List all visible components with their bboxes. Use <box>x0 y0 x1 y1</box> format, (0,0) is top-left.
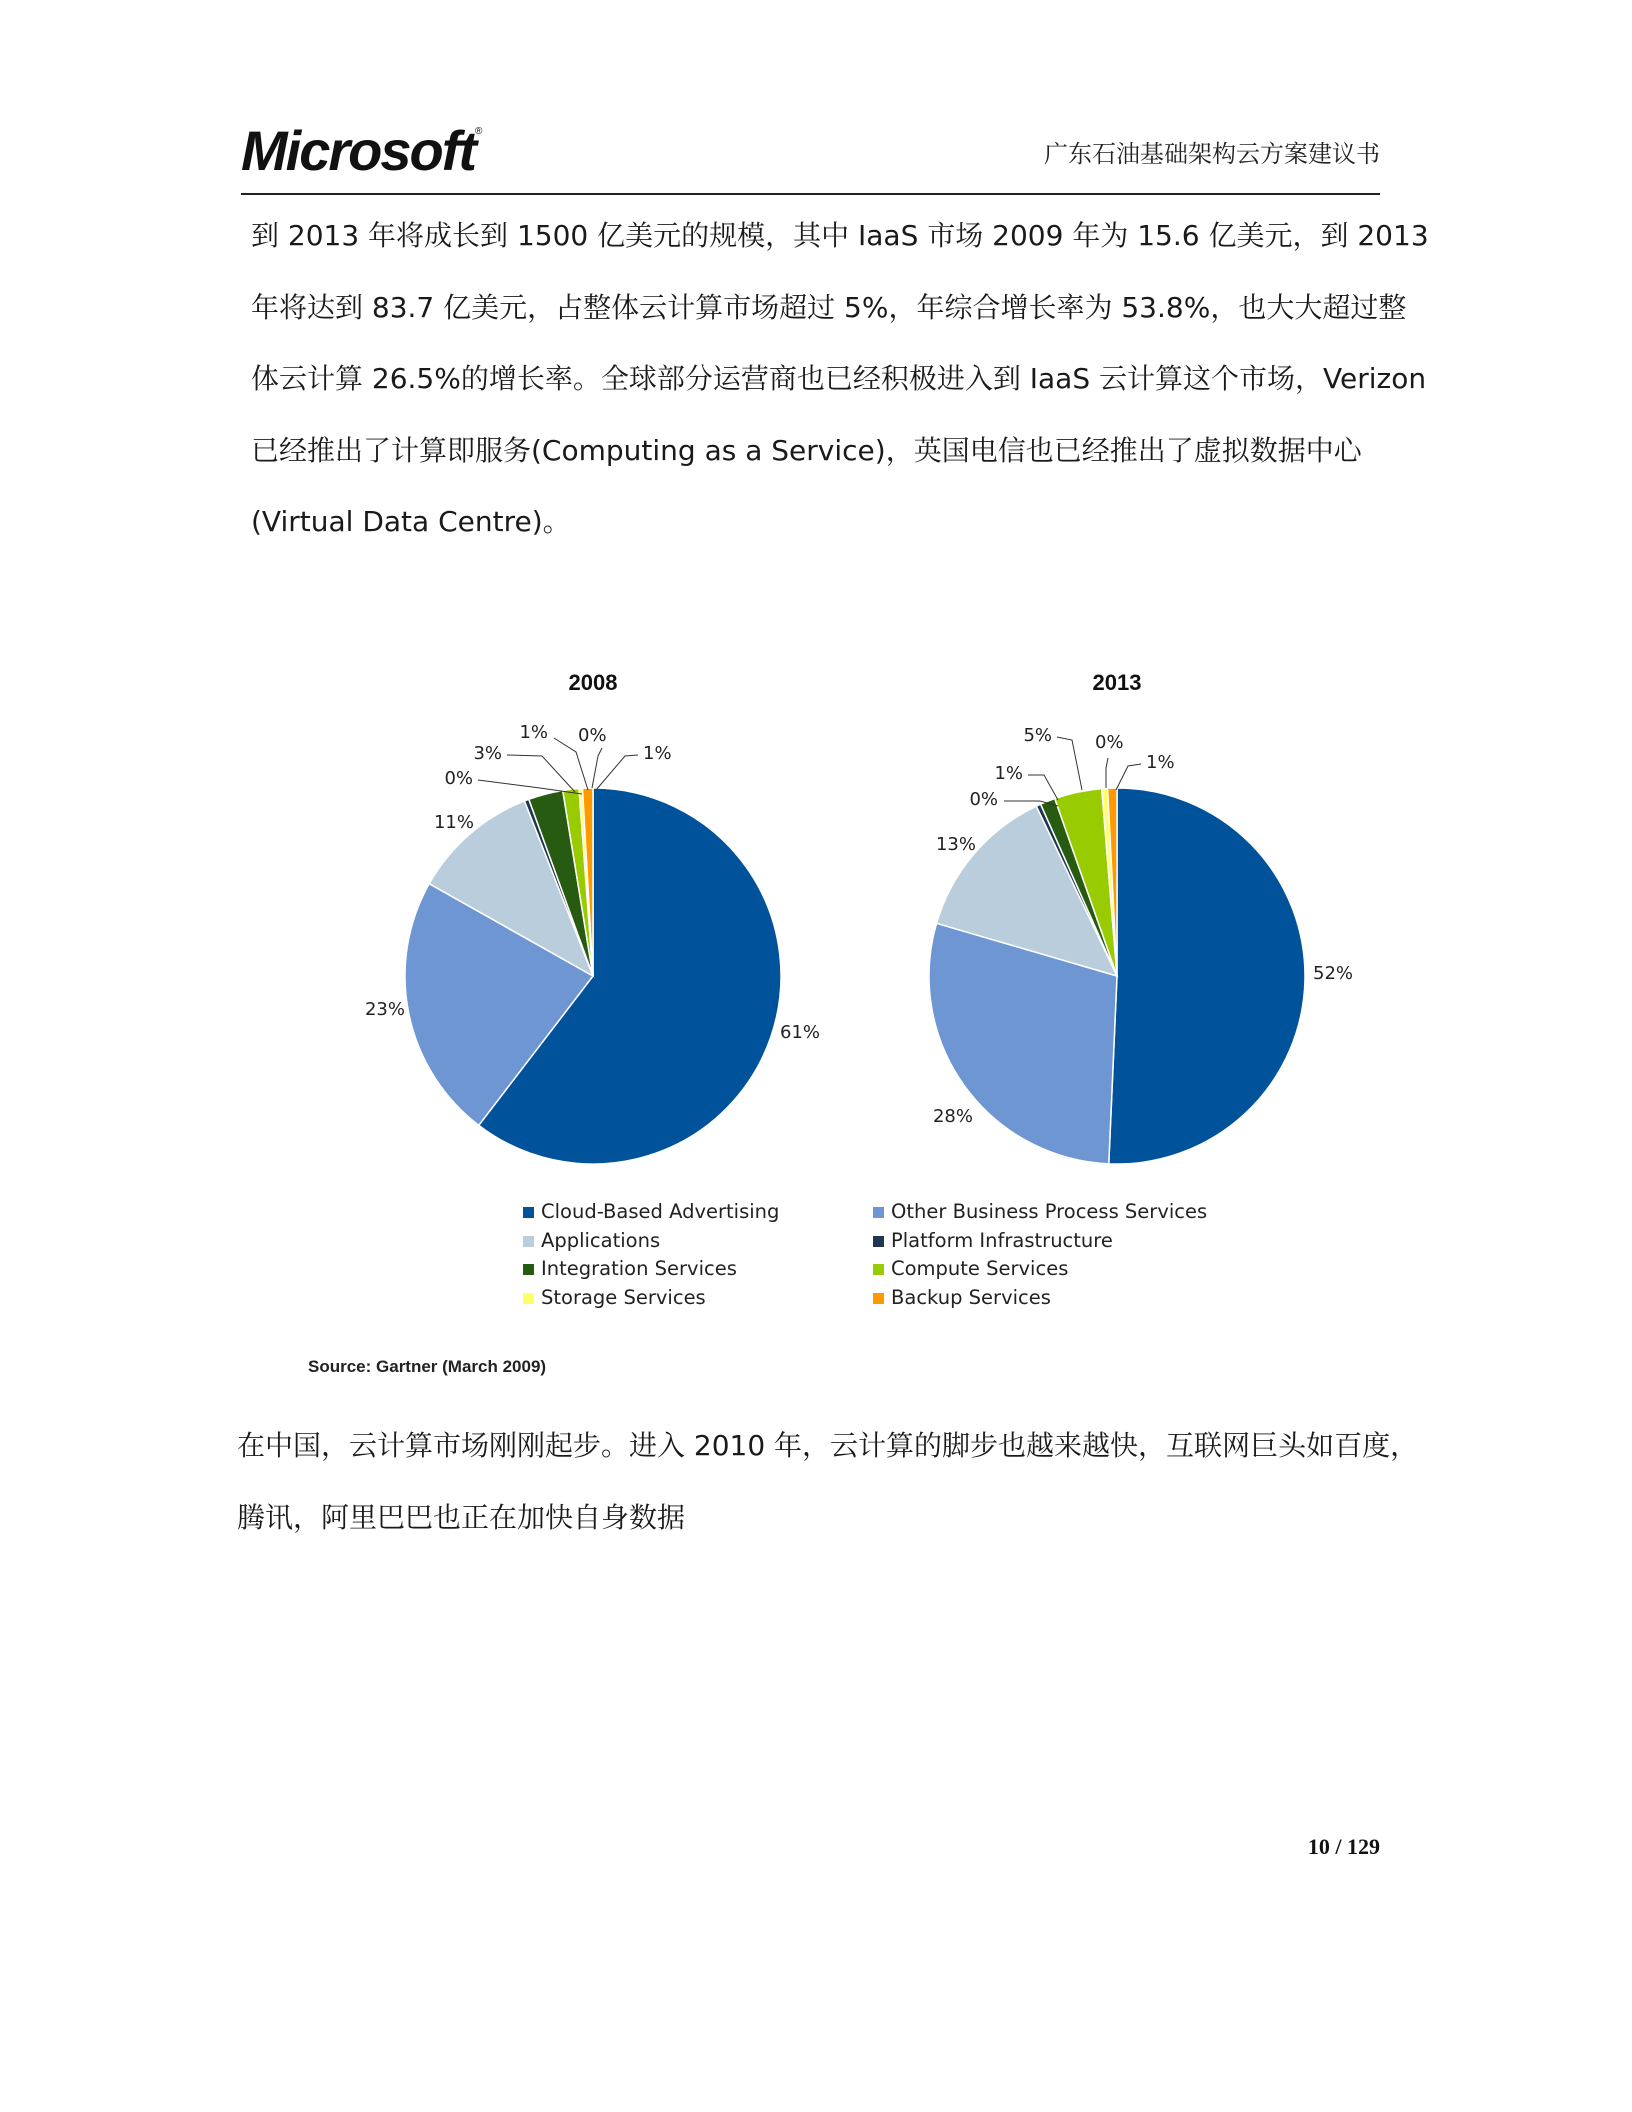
paragraph-line: 年将达到 83.7 亿美元，占整体云计算市场超过 5%，年综合增长率为 53.8%，也大大超过整 <box>251 290 1407 324</box>
legend-label: Cloud-Based Advertising <box>541 1200 780 1223</box>
paragraph-line: 已经推出了计算即服务(Computing as a Service)，英国电信也已经推出了虚拟数据中心 <box>251 433 1362 467</box>
legend-item <box>523 1286 706 1309</box>
data-label: 0% <box>444 768 473 789</box>
legend-item <box>873 1200 1207 1223</box>
data-label: 1% <box>519 722 548 743</box>
data-label: 13% <box>935 834 976 855</box>
data-label: 0% <box>969 789 998 810</box>
legend-item <box>523 1200 779 1223</box>
data-label: 5% <box>1023 725 1052 746</box>
data-label: 28% <box>932 1106 973 1127</box>
pie-charts-figure <box>340 660 1354 1390</box>
data-label: 1% <box>643 743 672 764</box>
legend-item <box>873 1257 1068 1280</box>
legend-item <box>873 1286 1051 1309</box>
body-paragraph-2 <box>237 1410 1418 1553</box>
document-title: 广东石油基础架构云方案建议书 <box>1044 140 1380 168</box>
pie-charts-svg <box>340 660 1354 1200</box>
paragraph-line: 体云计算 26.5%的增长率。全球部分运营商也已经积极进入到 IaaS 云计算这个市场，Verizon <box>251 362 1427 395</box>
legend-label: Applications <box>541 1228 661 1252</box>
legend-label: Compute Services <box>891 1257 1069 1280</box>
body-paragraph-1 <box>251 200 1429 558</box>
legend-swatch <box>873 1207 884 1218</box>
legend-swatch <box>873 1293 884 1304</box>
legend-swatch <box>873 1264 884 1275</box>
pie-chart-2008 <box>365 670 820 1164</box>
leader-line <box>1057 737 1082 790</box>
legend-item <box>523 1257 737 1280</box>
microsoft-logo <box>241 118 480 183</box>
legend-label: Integration Services <box>541 1257 737 1280</box>
data-label: 1% <box>1146 752 1175 773</box>
leader-line <box>1106 758 1108 788</box>
legend-item <box>873 1229 1113 1252</box>
legend-swatch <box>873 1236 884 1247</box>
legend-swatch <box>523 1293 534 1304</box>
leader-line <box>596 755 638 790</box>
paragraph-line: (Virtual Data Centre)。 <box>251 505 571 538</box>
data-label: 52% <box>1313 963 1354 984</box>
legend-swatch <box>523 1264 534 1275</box>
legend-label: Platform Infrastructure <box>891 1228 1113 1252</box>
paragraph-line: 在中国，云计算市场刚刚起步。进入 2010 年，云计算的脚步也越来越快，互联网巨头如百度， <box>237 1429 1419 1462</box>
pie-slice-cloud-based-advertising <box>1109 788 1305 1164</box>
data-label: 0% <box>578 725 607 746</box>
chart-title: 2008 <box>568 670 618 695</box>
leader-line <box>1116 764 1141 790</box>
source-note: Source: Gartner (March 2009) <box>308 1357 547 1376</box>
legend-swatch <box>523 1236 534 1247</box>
legend-label: Other Business Process Services <box>891 1200 1208 1223</box>
data-label: 11% <box>433 812 474 833</box>
legend-label: Storage Services <box>541 1285 706 1309</box>
chart-title: 2013 <box>1092 670 1142 695</box>
legend-item <box>523 1229 660 1252</box>
paragraph-line: 到 2013 年将成长到 1500 亿美元的规模，其中 IaaS 市场 2009 年为 15.6 亿美元，到 2013 <box>251 219 1429 252</box>
data-label: 23% <box>364 999 405 1020</box>
paragraph-line: 腾讯，阿里巴巴也正在加快自身数据 <box>237 1500 686 1534</box>
data-label: 1% <box>994 763 1023 784</box>
legend-swatch <box>523 1207 534 1218</box>
logo-trademark: ® <box>475 126 481 137</box>
leader-line <box>507 755 575 792</box>
page-number: 10 / 129 <box>1307 1834 1380 1859</box>
pie-chart-2013 <box>929 670 1353 1164</box>
header-divider <box>241 193 1380 195</box>
legend-label: Backup Services <box>891 1285 1051 1309</box>
logo-text: Microsoft <box>241 119 475 182</box>
data-label: 0% <box>1095 732 1124 753</box>
leader-line <box>1028 775 1058 800</box>
data-label: 61% <box>780 1022 821 1043</box>
leader-line <box>592 748 602 788</box>
data-label: 3% <box>473 743 502 764</box>
